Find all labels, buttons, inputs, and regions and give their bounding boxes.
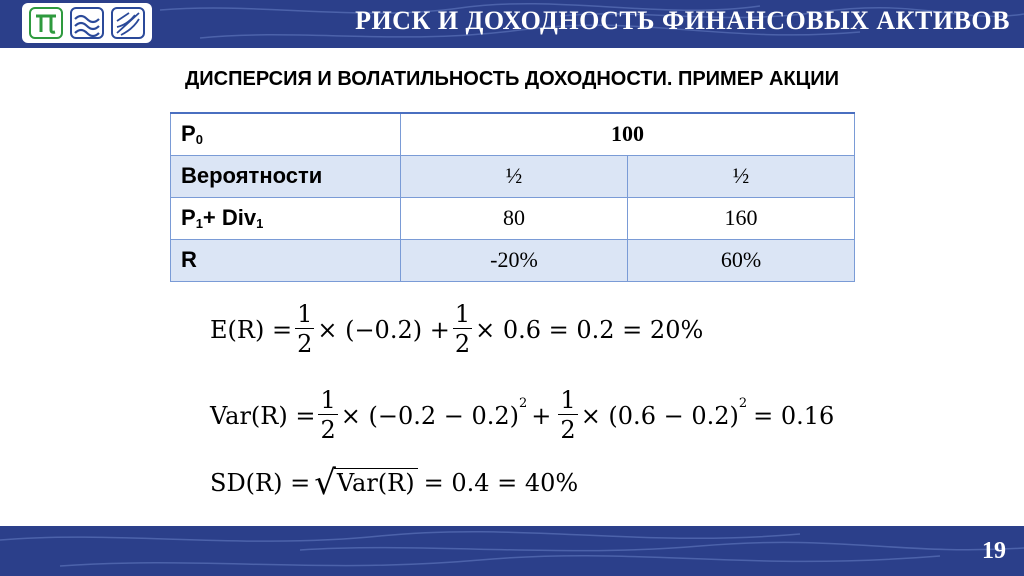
formula-term: × (−0.2 − 0.2) [340, 401, 520, 430]
table-cell: 80 [401, 197, 628, 239]
row-label: Вероятности [171, 155, 401, 197]
table-cell: ½ [401, 155, 628, 197]
table-cell: 160 [628, 197, 855, 239]
formula-lhs: SD(R) = [210, 469, 311, 497]
bottom-banner [0, 526, 1024, 576]
square-root [314, 463, 417, 503]
exponent: 2 [738, 396, 748, 411]
footer-wave-decoration [0, 526, 1024, 576]
label-subscript: 0 [195, 132, 203, 148]
label-subscript: 1 [256, 216, 264, 231]
label-text-rest: + Div [202, 205, 257, 230]
table-cell: -20% [401, 239, 628, 281]
table-row [171, 239, 855, 281]
formula-term: × (−0.2) + [317, 315, 450, 344]
label-text: P [181, 121, 196, 147]
formula-term: × 0.6 = 0.2 = 20% [475, 315, 704, 344]
logo-pi-icon [29, 7, 63, 39]
radical-sign-icon: √ [314, 463, 336, 503]
formula-operator: + [531, 401, 552, 430]
table-cell: 100 [401, 113, 855, 155]
fraction-numerator: 1 [297, 300, 313, 328]
fraction [453, 300, 472, 359]
table-row [171, 155, 855, 197]
fraction [295, 300, 314, 359]
std-dev-formula [210, 463, 579, 503]
logo-wave-icon [70, 7, 104, 39]
exponent: 2 [519, 396, 528, 411]
fraction-denominator: 2 [320, 416, 336, 444]
expected-return-formula [210, 300, 703, 359]
row-label [171, 113, 401, 155]
banner-title: РИСК И ДОХОДНОСТЬ ФИНАНСОВЫХ АКТИВОВ [355, 6, 1010, 35]
fraction [558, 386, 577, 445]
table-cell: 60% [628, 239, 855, 281]
formula-term: × (0.6 − 0.2) [580, 401, 739, 430]
formula-lhs: Var(R) = [210, 401, 316, 430]
top-banner [0, 0, 1024, 48]
fraction [318, 386, 337, 445]
table-row [171, 113, 855, 155]
fraction-numerator: 1 [320, 386, 336, 414]
formula-rhs: = 0.4 = 40% [423, 469, 579, 497]
fraction-denominator: 2 [560, 416, 576, 444]
slide-title: ДИСПЕРСИЯ И ВОЛАТИЛЬНОСТЬ ДОХОДНОСТИ. ПРИМЕР АКЦИИ [185, 68, 839, 90]
table-cell: ½ [628, 155, 855, 197]
page-number: 19 [982, 538, 1006, 564]
stock-example-table [170, 112, 855, 282]
formula-lhs: E(R) = [210, 315, 293, 344]
logo-shell-icon [111, 7, 145, 39]
row-label [171, 197, 401, 239]
radicand: Var(R) [334, 468, 418, 498]
variance-formula [210, 386, 834, 445]
logo [22, 3, 152, 43]
label-text: P [181, 205, 196, 230]
table-row [171, 197, 855, 239]
fraction-numerator: 1 [560, 386, 576, 414]
fraction-denominator: 2 [297, 330, 313, 358]
label-subscript: 1 [195, 216, 203, 231]
row-label: R [171, 239, 401, 281]
fraction-denominator: 2 [454, 330, 471, 358]
formula-rhs: = 0.16 [753, 401, 835, 430]
fraction-numerator: 1 [454, 300, 471, 328]
